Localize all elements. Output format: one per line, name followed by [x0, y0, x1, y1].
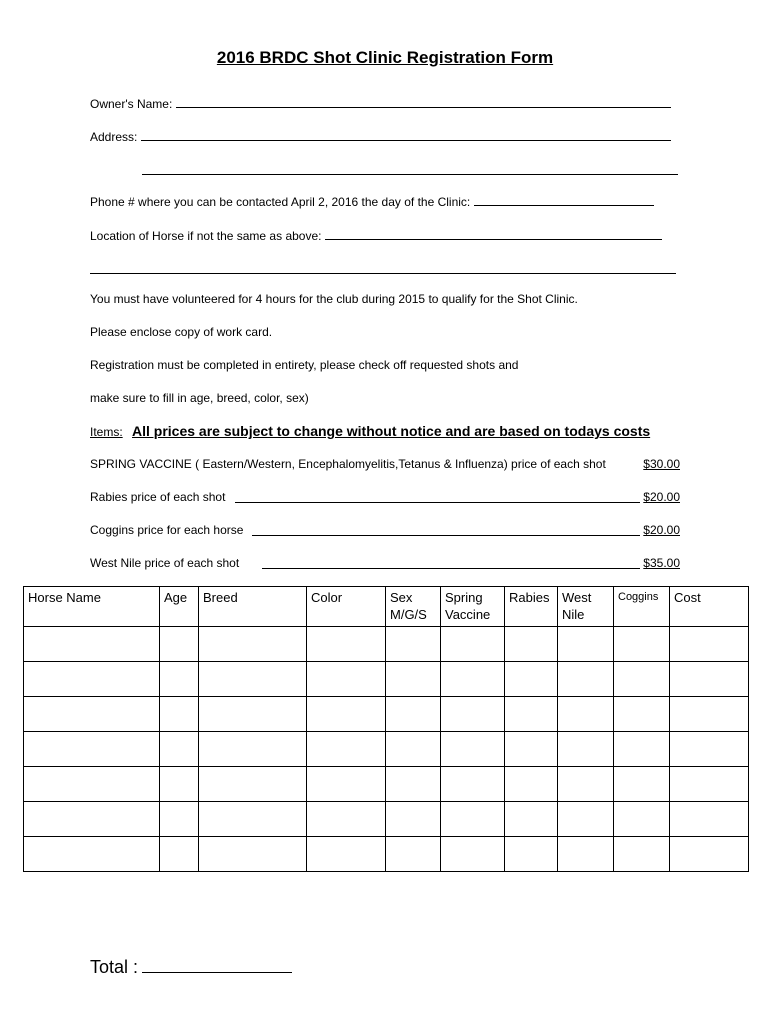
header-spring-vaccine: Spring Vaccine — [441, 587, 505, 627]
table-cell[interactable] — [670, 767, 749, 802]
price-label: Rabies price of each shot — [90, 490, 226, 504]
table-cell[interactable] — [441, 662, 505, 697]
price-leader — [235, 502, 640, 503]
table-cell[interactable] — [670, 662, 749, 697]
items-note: All prices are subject to change without notice and are based on todays costs — [132, 423, 651, 439]
header-horse-name: Horse Name — [24, 587, 160, 627]
table-cell[interactable] — [24, 837, 160, 872]
address-label: Address: — [90, 130, 138, 144]
header-rabies: Rabies — [505, 587, 558, 627]
table-cell[interactable] — [307, 697, 386, 732]
table-cell[interactable] — [670, 837, 749, 872]
table-cell[interactable] — [199, 837, 307, 872]
items-label: Items: — [90, 425, 123, 439]
table-cell[interactable] — [441, 767, 505, 802]
horse-table — [23, 586, 749, 872]
price-leader — [262, 568, 640, 569]
table-cell[interactable] — [505, 627, 558, 662]
table-cell[interactable] — [558, 732, 614, 767]
table-cell[interactable] — [670, 627, 749, 662]
total-blank[interactable] — [142, 954, 292, 973]
phone-blank[interactable] — [474, 194, 654, 206]
table-cell[interactable] — [441, 697, 505, 732]
table-cell[interactable] — [307, 802, 386, 837]
owner-name-label: Owner's Name: — [90, 97, 173, 111]
table-cell[interactable] — [670, 697, 749, 732]
table-cell[interactable] — [614, 802, 670, 837]
table-cell[interactable] — [307, 662, 386, 697]
table-row — [24, 662, 749, 697]
address-field[interactable] — [90, 129, 671, 144]
volunteer-note: You must have volunteered for 4 hours for the club during 2015 to qualify for the Shot Clinic. — [90, 292, 578, 306]
table-cell[interactable] — [199, 627, 307, 662]
table-row — [24, 627, 749, 662]
table-cell[interactable] — [24, 627, 160, 662]
table-cell[interactable] — [386, 837, 441, 872]
workcard-note: Please enclose copy of work card. — [90, 325, 273, 339]
table-row — [24, 697, 749, 732]
table-cell[interactable] — [614, 837, 670, 872]
header-cost: Cost — [670, 587, 749, 627]
price-amount: $30.00 — [643, 457, 680, 471]
owner-name-field[interactable] — [90, 96, 671, 111]
table-cell[interactable] — [558, 662, 614, 697]
table-cell[interactable] — [614, 767, 670, 802]
table-cell[interactable] — [160, 837, 199, 872]
price-amount: $20.00 — [643, 490, 680, 504]
table-cell[interactable] — [307, 767, 386, 802]
table-cell[interactable] — [307, 837, 386, 872]
location-label: Location of Horse if not the same as above: — [90, 229, 322, 243]
table-cell[interactable] — [670, 732, 749, 767]
table-cell[interactable] — [24, 697, 160, 732]
price-west-nile — [90, 556, 680, 572]
table-cell[interactable] — [199, 802, 307, 837]
table-cell[interactable] — [505, 732, 558, 767]
table-cell[interactable] — [441, 732, 505, 767]
table-row — [24, 732, 749, 767]
address-blank[interactable] — [141, 129, 671, 141]
phone-label: Phone # where you can be contacted April 2, 2016 the day of the Clinic: — [90, 195, 471, 209]
location-blank[interactable] — [325, 228, 662, 240]
table-cell[interactable] — [160, 697, 199, 732]
total-field[interactable] — [90, 954, 292, 978]
table-cell[interactable] — [558, 697, 614, 732]
table-cell[interactable] — [307, 732, 386, 767]
phone-field[interactable] — [90, 194, 654, 209]
table-cell[interactable] — [614, 662, 670, 697]
table-cell[interactable] — [199, 662, 307, 697]
header-sex: Sex M/G/S — [386, 587, 441, 627]
table-cell[interactable] — [24, 662, 160, 697]
address-line-2[interactable] — [142, 174, 678, 175]
header-age: Age — [160, 587, 199, 627]
table-cell[interactable] — [505, 662, 558, 697]
table-cell[interactable] — [386, 662, 441, 697]
price-amount: $35.00 — [643, 556, 680, 570]
table-cell[interactable] — [386, 732, 441, 767]
header-color: Color — [307, 587, 386, 627]
table-cell[interactable] — [386, 697, 441, 732]
table-row — [24, 802, 749, 837]
table-cell[interactable] — [199, 732, 307, 767]
table-cell[interactable] — [614, 697, 670, 732]
price-label: SPRING VACCINE ( Eastern/Western, Encephalomyelitis,Tetanus & Influenza) price of each shot — [90, 457, 606, 471]
table-cell[interactable] — [441, 802, 505, 837]
table-header-row — [24, 587, 749, 627]
header-breed: Breed — [199, 587, 307, 627]
table-cell[interactable] — [199, 767, 307, 802]
price-amount: $20.00 — [643, 523, 680, 537]
fill-note: make sure to fill in age, breed, color, sex) — [90, 391, 309, 405]
table-cell[interactable] — [505, 802, 558, 837]
table-cell[interactable] — [670, 802, 749, 837]
price-label: West Nile price of each shot — [90, 556, 240, 570]
header-west-nile: West Nile — [558, 587, 614, 627]
form-title: 2016 BRDC Shot Clinic Registration Form — [216, 48, 554, 67]
table-cell[interactable] — [160, 767, 199, 802]
table-cell[interactable] — [160, 627, 199, 662]
table-cell[interactable] — [160, 662, 199, 697]
table-cell[interactable] — [505, 837, 558, 872]
table-cell[interactable] — [505, 767, 558, 802]
items-header — [90, 424, 650, 439]
table-cell[interactable] — [614, 627, 670, 662]
table-cell[interactable] — [24, 802, 160, 837]
location-line-2[interactable] — [90, 273, 676, 274]
table-cell[interactable] — [558, 837, 614, 872]
price-leader — [252, 535, 640, 536]
table-cell[interactable] — [199, 697, 307, 732]
table-cell[interactable] — [441, 627, 505, 662]
location-field[interactable] — [90, 228, 662, 243]
table-cell[interactable] — [558, 802, 614, 837]
table-cell[interactable] — [160, 802, 199, 837]
registration-note: Registration must be completed in entirety, please check off requested shots and — [90, 358, 519, 372]
table-cell[interactable] — [441, 837, 505, 872]
table-row — [24, 837, 749, 872]
table-cell[interactable] — [614, 732, 670, 767]
table-cell[interactable] — [307, 627, 386, 662]
price-rabies — [90, 490, 680, 506]
table-cell[interactable] — [160, 732, 199, 767]
price-spring-vaccine — [90, 457, 680, 473]
total-label: Total : — [90, 957, 139, 977]
table-cell[interactable] — [386, 802, 441, 837]
table-row — [24, 767, 749, 802]
table-cell[interactable] — [386, 767, 441, 802]
table-cell[interactable] — [24, 732, 160, 767]
table-cell[interactable] — [558, 767, 614, 802]
header-coggins: Coggins — [614, 587, 670, 627]
table-cell[interactable] — [505, 697, 558, 732]
price-label: Coggins price for each horse — [90, 523, 244, 537]
table-cell[interactable] — [558, 627, 614, 662]
table-cell[interactable] — [386, 627, 441, 662]
owner-name-blank[interactable] — [176, 96, 671, 108]
price-coggins — [90, 523, 680, 539]
table-cell[interactable] — [24, 767, 160, 802]
